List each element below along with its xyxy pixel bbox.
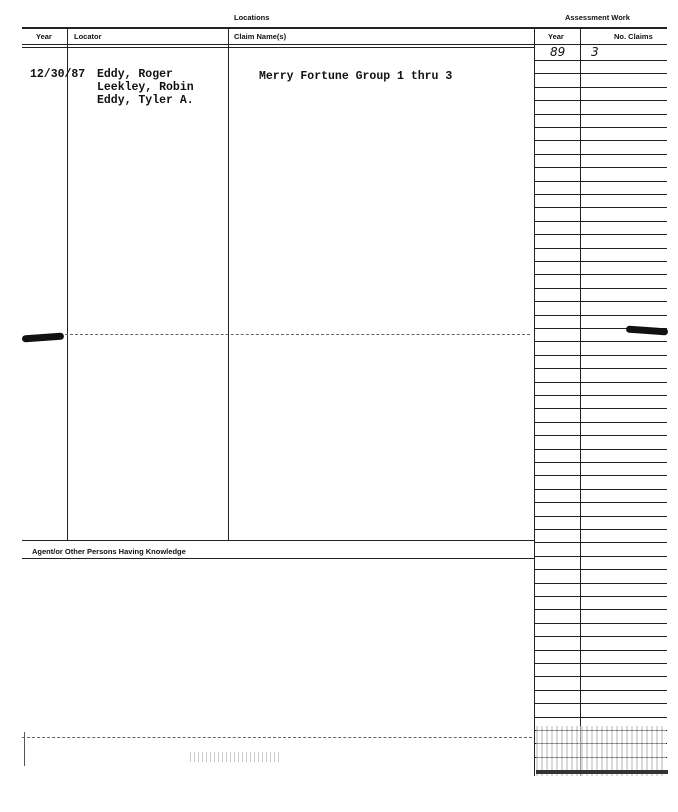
assessment-row-line xyxy=(534,60,667,61)
bottom-left-tick xyxy=(24,732,25,766)
header-bottom-rule xyxy=(22,44,667,45)
bottom-right-bar xyxy=(536,770,668,774)
assessment-row-line xyxy=(534,623,667,624)
assessment-row-line xyxy=(534,690,667,691)
assessment-row-line xyxy=(534,636,667,637)
locator-3: Eddy, Tyler A. xyxy=(97,94,194,107)
assessment-row-line xyxy=(534,87,667,88)
assessment-row-line xyxy=(534,596,667,597)
col-aw-no-claims: No. Claims xyxy=(614,32,653,41)
agent-bottom-rule xyxy=(22,558,534,559)
assessment-no-claims: 3 xyxy=(591,45,599,59)
assessment-row-line xyxy=(534,234,667,235)
assessment-row-line xyxy=(534,703,667,704)
assessment-row-line xyxy=(534,449,667,450)
assessment-row-line xyxy=(534,382,667,383)
assessment-row-line xyxy=(534,207,667,208)
assessment-row-line xyxy=(534,502,667,503)
assessment-row-line xyxy=(534,676,667,677)
dark-mark-left xyxy=(22,333,64,343)
assessment-row-line xyxy=(534,556,667,557)
divider-locator-claims xyxy=(228,28,229,540)
assessment-row-line xyxy=(534,663,667,664)
bottom-mid-smudge xyxy=(190,752,280,762)
assessment-row-line xyxy=(534,475,667,476)
divider-year-locator xyxy=(67,28,68,540)
bottom-faint-line xyxy=(22,737,532,739)
assessment-row-line xyxy=(534,140,667,141)
assessment-row-line xyxy=(534,435,667,436)
assessment-row-line xyxy=(534,114,667,115)
assessment-row-line xyxy=(534,341,667,342)
assessment-row-line xyxy=(534,154,667,155)
assessment-row-line xyxy=(534,529,667,530)
assessment-row-line xyxy=(534,261,667,262)
bottom-right-smudge xyxy=(536,726,666,776)
col-year: Year xyxy=(36,32,52,41)
assessment-row-line xyxy=(534,274,667,275)
locations-label: Locations xyxy=(234,13,270,22)
assessment-row-line xyxy=(534,462,667,463)
header-bottom-rule-2 xyxy=(22,47,534,48)
assessment-row-line xyxy=(534,248,667,249)
agent-top-rule xyxy=(22,540,534,541)
col-locator: Locator xyxy=(74,32,102,41)
assessment-row-line xyxy=(534,301,667,302)
assessment-row-line xyxy=(534,422,667,423)
assessment-row-line xyxy=(534,609,667,610)
assessment-row-line xyxy=(534,100,667,101)
assessment-row-line xyxy=(534,221,667,222)
assessment-row-line xyxy=(534,355,667,356)
assessment-row-line xyxy=(534,542,667,543)
locator-1: Eddy, Roger xyxy=(97,68,173,81)
assessment-row-line xyxy=(534,717,667,718)
entry-date: 12/30/87 xyxy=(30,68,86,81)
assessment-row-line xyxy=(534,167,667,168)
assessment-year: 89 xyxy=(550,45,566,59)
assessment-row-line xyxy=(534,583,667,584)
assessment-row-line xyxy=(534,181,667,182)
header-top-rule xyxy=(22,27,667,29)
claim-name: Merry Fortune Group 1 thru 3 xyxy=(259,70,453,83)
assessment-row-line xyxy=(534,516,667,517)
assessment-row-line xyxy=(534,408,667,409)
locator-2: Leekley, Robin xyxy=(97,81,194,94)
assessment-row-line xyxy=(534,194,667,195)
assessment-work-label: Assessment Work xyxy=(565,13,630,22)
assessment-row-line xyxy=(534,650,667,651)
assessment-row-line xyxy=(534,569,667,570)
assessment-row-line xyxy=(534,73,667,74)
assessment-row-line xyxy=(534,395,667,396)
assessment-row-line xyxy=(534,489,667,490)
assessment-row-line xyxy=(534,127,667,128)
fold-line xyxy=(65,334,530,336)
assessment-row-line xyxy=(534,315,667,316)
col-aw-year: Year xyxy=(548,32,564,41)
agent-section-label: Agent/or Other Persons Having Knowledge xyxy=(32,547,186,556)
col-claim-names: Claim Name(s) xyxy=(234,32,287,41)
assessment-row-line xyxy=(534,368,667,369)
assessment-row-line xyxy=(534,288,667,289)
